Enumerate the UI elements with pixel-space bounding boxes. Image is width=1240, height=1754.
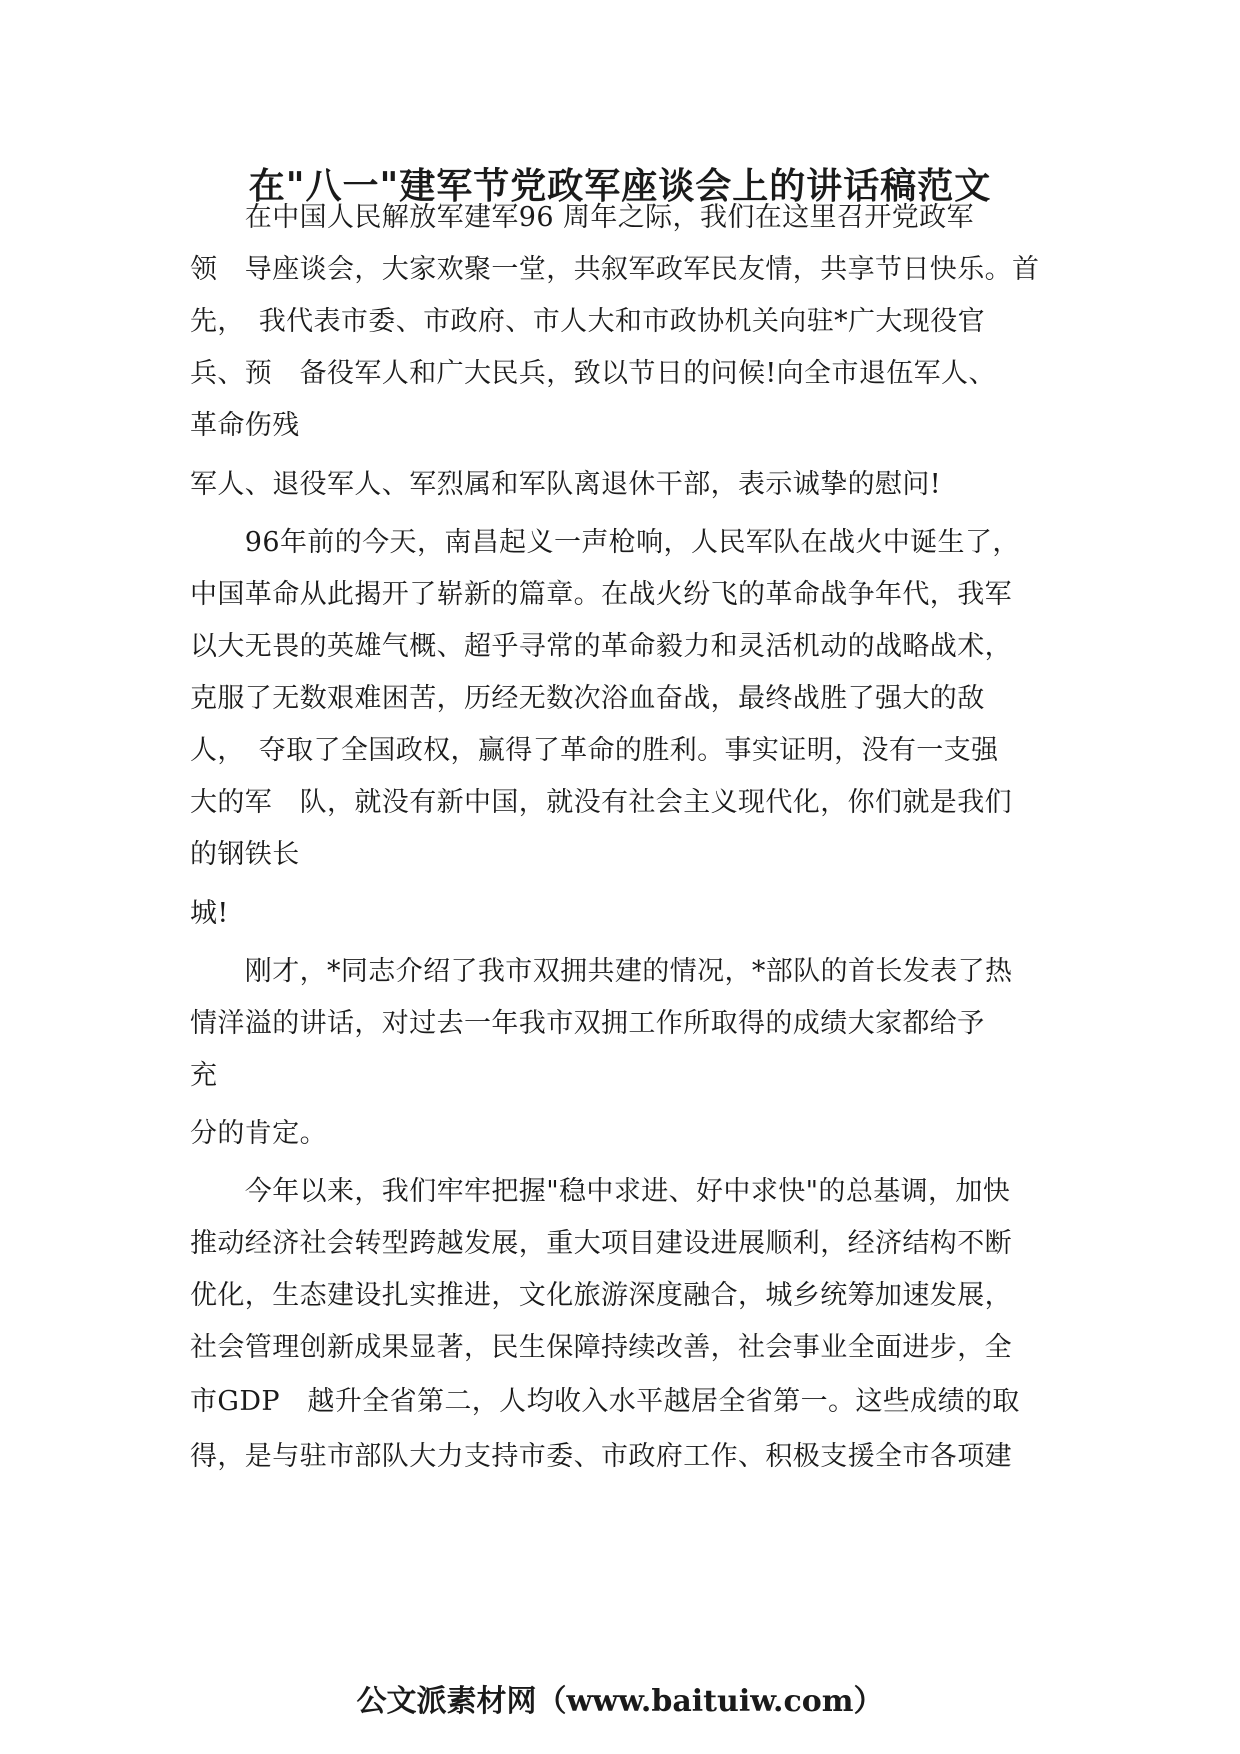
body-line: 刚才，*同志介绍了我市双拥共建的情况，*部队的首长发表了热 xyxy=(190,956,1013,987)
footer-source-text: 公文派素材网（www.baituiw.com） xyxy=(356,1684,884,1719)
body-line: 推动经济社会转型跨越发展，重大项目建设进展顺利，经济结构不断 xyxy=(190,1228,1012,1259)
body-line: 今年以来，我们牢牢把握"稳中求进、好中求快"的总基调，加快 xyxy=(190,1176,1011,1207)
body-line: 得，是与驻市部队大力支持市委、市政府工作、积极支援全市各项建 xyxy=(190,1441,1012,1472)
body-line: 市GDP 越升全省第二，人均收入水平越居全省第一。这些成绩的取 xyxy=(190,1386,1020,1417)
body-line: 革命伤残 xyxy=(190,410,300,441)
document-title: 在"八一"建军节党政军座谈会上的讲话稿范文 xyxy=(248,165,992,207)
body-line: 充 xyxy=(190,1060,218,1091)
body-line: 先， 我代表市委、市政府、市人大和市政协机关向驻*广大现役官 xyxy=(190,306,985,337)
body-line: 以大无畏的英雄气概、超乎寻常的革命毅力和灵活机动的战略战术， xyxy=(190,631,1012,662)
body-line: 克服了无数艰难困苦，历经无数次浴血奋战，最终战胜了强大的敌 xyxy=(190,683,985,714)
body-line: 大的军 队，就没有新中国，就没有社会主义现代化，你们就是我们 xyxy=(190,787,1012,818)
body-line: 中国革命从此揭开了崭新的篇章。在战火纷飞的革命战争年代，我军 xyxy=(190,579,1012,610)
body-line: 兵、预 备役军人和广大民兵，致以节日的问候!向全市退伍军人、 xyxy=(190,358,996,389)
body-line: 分的肯定。 xyxy=(190,1118,327,1149)
body-line: 在中国人民解放军建军96 周年之际，我们在这里召开党政军 xyxy=(190,202,974,233)
body-line: 人， 夺取了全国政权，赢得了革命的胜利。事实证明，没有一支强 xyxy=(190,735,999,766)
body-line: 优化，生态建设扎实推进，文化旅游深度融合，城乡统筹加速发展， xyxy=(190,1280,1012,1311)
body-line: 社会管理创新成果显著，民生保障持续改善，社会事业全面进步，全 xyxy=(190,1332,1012,1363)
body-line: 的钢铁长 xyxy=(190,839,300,870)
body-line: 情洋溢的讲话，对过去一年我市双拥工作所取得的成绩大家都给予 xyxy=(190,1008,985,1039)
body-line: 军人、退役军人、军烈属和军队离退休干部，表示诚挚的慰问! xyxy=(190,469,942,500)
body-line: 领 导座谈会，大家欢聚一堂，共叙军政军民友情，共享节日快乐。首 xyxy=(190,254,1040,285)
body-line: 城! xyxy=(190,898,229,929)
body-line: 96年前的今天，南昌起义一声枪响，人民军队在战火中诞生了， xyxy=(190,527,1020,558)
